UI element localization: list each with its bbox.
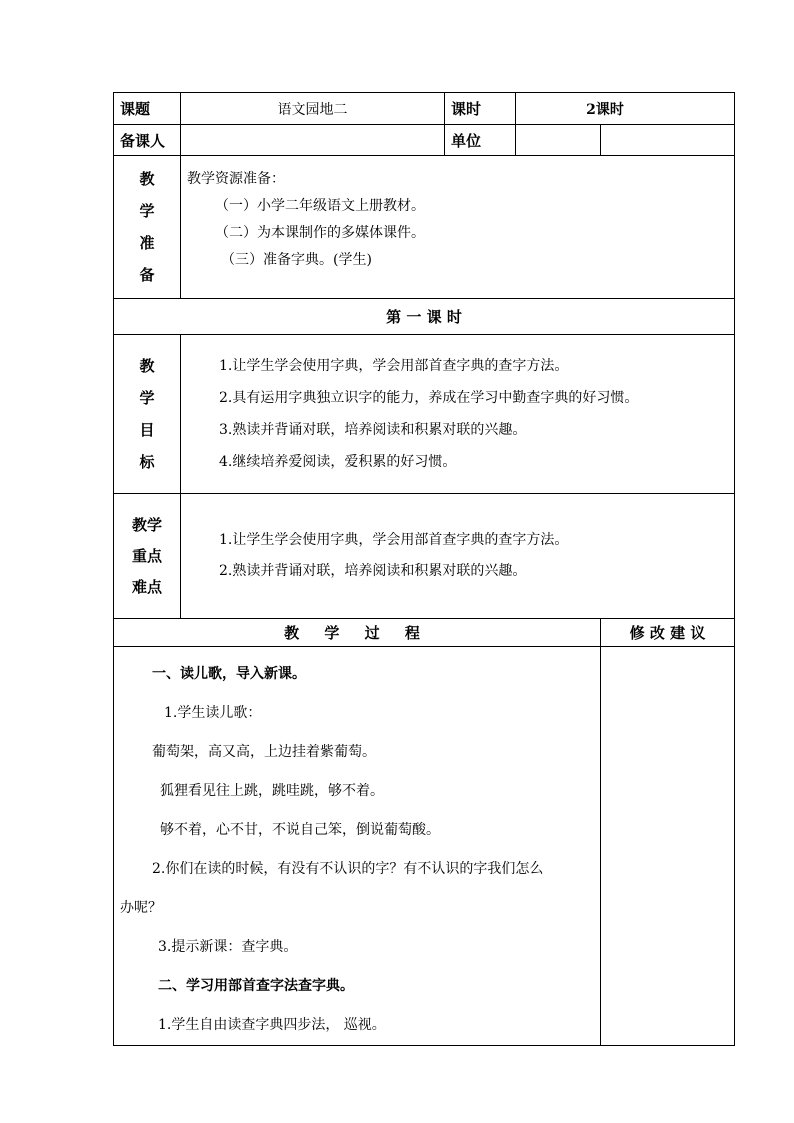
key-points-label-line: 重点 (131, 546, 162, 565)
key-points-row (114, 494, 735, 619)
header-row-topic (114, 93, 735, 125)
preparer-label: 备课人 (114, 125, 181, 156)
key-points-content (181, 494, 735, 619)
prep-item: （一）小学二年级语文上册教材。 (215, 198, 425, 214)
process-content (114, 647, 601, 1046)
first-lesson-title: 第 一 课 时 (114, 299, 735, 335)
prep-label-char: 准 (139, 234, 155, 252)
header-row-preparer (114, 125, 735, 156)
unit-value-a (516, 125, 601, 156)
process-header-row (114, 619, 735, 647)
lesson-plan-table (113, 92, 735, 1046)
process-line: 葡萄架，高又高，上边挂着紫葡萄。 (152, 744, 376, 760)
goal-item: 3.熟读并背诵对联，培养阅读和积累对联的兴趣。 (219, 422, 527, 438)
process-header-text: 教 学 过 程 (284, 624, 430, 642)
goal-item: 2.具有运用字典独立识字的能力，养成在学习中勤查字典的好习惯。 (219, 390, 639, 406)
process-line: 一、读儿歌，导入新课。 (152, 666, 306, 682)
key-points-label-line: 教学 (131, 515, 162, 534)
goals-row (114, 335, 735, 494)
unit-value (601, 125, 735, 156)
prep-label-char: 备 (139, 266, 155, 284)
process-header (114, 619, 601, 647)
prep-item: （二）为本课制作的多媒体课件。 (215, 225, 425, 241)
process-line: 1.学生读儿歌： (164, 705, 262, 721)
goals-label-char: 教 (139, 357, 155, 375)
revision-header-text: 修 改 建 议 (629, 624, 706, 642)
process-line: 够不着，心不甘，不说自己笨，倒说葡萄酸。 (160, 822, 440, 838)
key-point-item: 1.让学生学会使用字典，学会用部首查字典的查字方法。 (219, 532, 569, 548)
prep-label (114, 156, 181, 299)
goal-item: 1.让学生学会使用字典，学会用部首查字典的查字方法。 (219, 358, 569, 374)
process-line: 狐狸看见往上跳，跳哇跳，够不着。 (160, 783, 384, 799)
process-line: 1.学生自由读查字典四步法， 巡视。 (158, 1017, 386, 1033)
revision-header (601, 619, 735, 647)
revision-content (601, 647, 735, 1046)
key-point-item: 2.熟读并背诵对联，培养阅读和积累对联的兴趣。 (219, 563, 527, 579)
process-line: 办呢？ (120, 900, 162, 916)
unit-label: 单位 (445, 125, 516, 156)
prep-label-char: 学 (139, 202, 155, 220)
topic-value: 语文园地二 (181, 93, 445, 125)
prep-item: （三）准备字典。(学生) (221, 252, 372, 268)
prep-heading: 教学资源准备： (187, 171, 285, 187)
topic-label: 课题 (114, 93, 181, 125)
goals-label (114, 335, 181, 494)
process-row (114, 647, 735, 1046)
goals-label-char: 标 (139, 453, 155, 471)
first-lesson-row (114, 299, 735, 335)
goals-label-char: 目 (139, 421, 155, 439)
preparer-value (181, 125, 445, 156)
goal-item: 4.继续培养爱阅读，爱积累的好习惯。 (219, 454, 457, 470)
prep-row (114, 156, 735, 299)
process-line: 3.提示新课：查字典。 (158, 939, 298, 955)
goals-content (181, 335, 735, 494)
process-line: 2.你们在读的时候，有没有不认识的字？有不认识的字我们怎么 (152, 861, 544, 877)
prep-label-char: 教 (139, 170, 155, 188)
hours-label: 课时 (445, 93, 516, 125)
process-line: 二、学习用部首查字法查字典。 (158, 978, 354, 994)
prep-content (181, 156, 735, 299)
key-points-label (114, 494, 181, 619)
key-points-label-line: 难点 (131, 577, 162, 596)
goals-label-char: 学 (139, 389, 155, 407)
hours-value: 2课时 (516, 93, 735, 125)
